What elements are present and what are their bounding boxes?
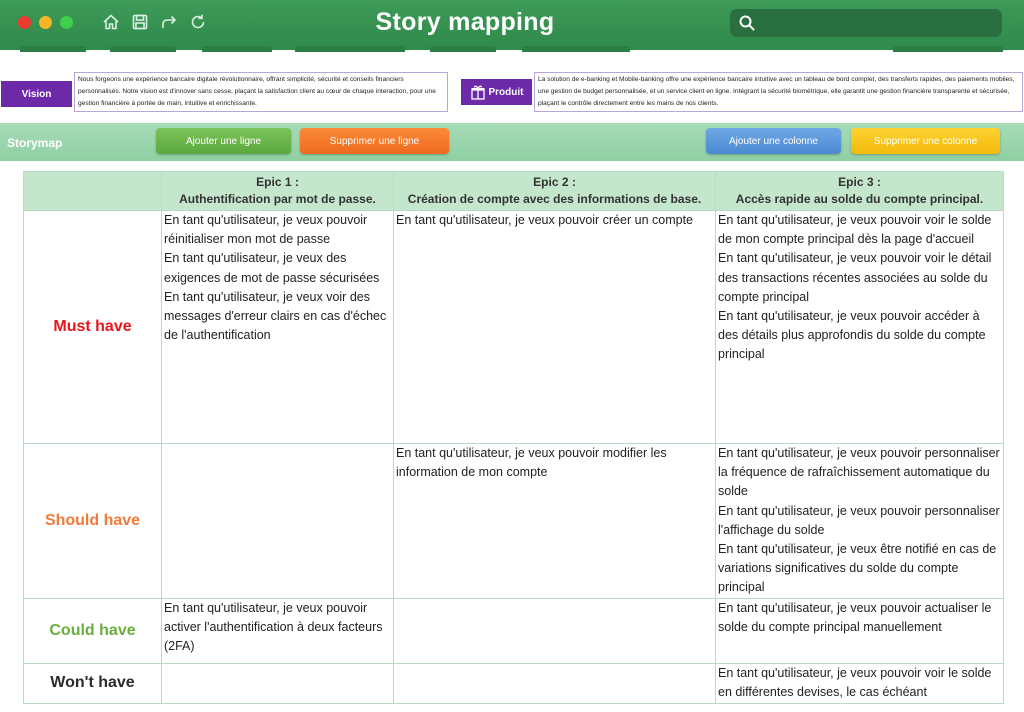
story-cell[interactable] bbox=[162, 663, 394, 703]
story-cell[interactable] bbox=[716, 211, 1004, 444]
story-cell[interactable] bbox=[716, 598, 1004, 663]
user-story: En tant qu'utilisateur, je veux pouvoir activer l'authentification à deux facteurs (2FA) bbox=[164, 600, 383, 654]
story-cell[interactable] bbox=[162, 444, 394, 599]
gift-icon bbox=[470, 84, 486, 100]
table-row bbox=[24, 598, 1004, 663]
ribbon-tab[interactable] bbox=[20, 46, 86, 52]
maximize-window-button[interactable] bbox=[60, 16, 73, 29]
ribbon-tab[interactable] bbox=[893, 46, 1003, 52]
user-story: En tant qu'utilisateur, je veux pouvoir actualiser le solde du compte principal manuellement bbox=[718, 600, 992, 634]
user-story: En tant qu'utilisateur, je veux pouvoir personnaliser la fréquence de rafraîchissement automatique du solde bbox=[718, 446, 1000, 499]
corner-cell bbox=[24, 172, 162, 211]
user-story: En tant qu'utilisateur, je veux être notifié en cas de variations significatives du solde du compte principal bbox=[718, 542, 997, 595]
add-row-button[interactable]: Ajouter une ligne bbox=[156, 128, 291, 154]
minimize-window-button[interactable] bbox=[39, 16, 52, 29]
user-story: En tant qu'utilisateur, je veux pouvoir créer un compte bbox=[396, 213, 693, 227]
story-cell[interactable] bbox=[716, 444, 1004, 599]
storymap-toolbar bbox=[0, 123, 1024, 161]
ribbon-tab[interactable] bbox=[110, 46, 176, 52]
user-story: En tant qu'utilisateur, je veux pouvoir voir le solde en différentes devises, le cas échéant bbox=[718, 665, 992, 699]
priority-label: Could have bbox=[24, 598, 162, 663]
ribbon-tab[interactable] bbox=[202, 46, 272, 52]
user-story: En tant qu'utilisateur, je veux voir des messages d'erreur clairs en cas d'échec de l'authentification bbox=[164, 289, 387, 343]
user-story: En tant qu'utilisateur, je veux pouvoir accéder à des détails plus approfondis du solde du compte principal bbox=[718, 309, 986, 362]
produit-label bbox=[461, 79, 532, 105]
app-title: Story mapping bbox=[375, 8, 555, 36]
user-story: En tant qu'utilisateur, je veux des exigences de mot de passe sécurisées bbox=[164, 251, 380, 285]
user-story: En tant qu'utilisateur, je veux pouvoir modifier les information de mon compte bbox=[396, 446, 667, 480]
ribbon-tab[interactable] bbox=[295, 46, 405, 52]
storymap-label: Storymap bbox=[7, 136, 63, 150]
story-cell[interactable] bbox=[394, 663, 716, 703]
vision-label bbox=[1, 81, 72, 107]
search-input[interactable] bbox=[730, 9, 1002, 37]
vision-text[interactable]: Nous forgeons une expérience bancaire digitale révolutionnaire, offrant simplicité, sécurité et conseils financiers personnalisés. Notre vision est d'innover sans cesse, plaçant la satisfaction client au cœur de chaque interaction, pour une gestion financière à portée de main, intuitive et enrichissante. bbox=[74, 72, 448, 112]
story-cell[interactable] bbox=[162, 211, 394, 444]
user-story: En tant qu'utilisateur, je veux pouvoir personnaliser l'affichage du solde bbox=[718, 503, 1000, 537]
story-cell[interactable] bbox=[394, 444, 716, 599]
user-story: En tant qu'utilisateur, je veux pouvoir réinitialiser mon mot de passe bbox=[164, 213, 368, 247]
story-cell[interactable] bbox=[716, 663, 1004, 703]
delete-column-button[interactable]: Supprimer une colonne bbox=[851, 128, 1000, 154]
add-column-button[interactable]: Ajouter une colonne bbox=[706, 128, 841, 154]
produit-text[interactable]: La solution de e-banking et Mobile-banking offre une expérience bancaire intuitive avec un tableau de bord complet, des transferts rapides, des paiements mobiles, une gestion de budget personnalisée, et un service client en ligne. Intégrant la sécurité biométrique, elle garantit une gestion financière transparente et sécurisée, plaçant le contrôle directement entre les mains de nos clients. bbox=[534, 72, 1023, 112]
table-row bbox=[24, 444, 1004, 599]
delete-row-button[interactable]: Supprimer une ligne bbox=[300, 128, 449, 154]
priority-label: Won't have bbox=[24, 663, 162, 703]
priority-label: Must have bbox=[24, 211, 162, 444]
save-icon[interactable] bbox=[131, 13, 149, 31]
home-icon[interactable] bbox=[102, 13, 120, 31]
story-cell[interactable] bbox=[394, 598, 716, 663]
ribbon-tab[interactable] bbox=[430, 46, 496, 52]
search-icon bbox=[738, 14, 756, 32]
epic-header[interactable]: Epic 1 : Authentification par mot de passe. bbox=[162, 172, 394, 211]
priority-label: Should have bbox=[24, 444, 162, 599]
share-icon[interactable] bbox=[160, 13, 178, 31]
epic-header[interactable]: Epic 3 : Accès rapide au solde du compte principal. bbox=[716, 172, 1004, 211]
ribbon-tab[interactable] bbox=[522, 46, 630, 52]
story-cell[interactable] bbox=[394, 211, 716, 444]
produit-label-text: Produit bbox=[488, 86, 524, 98]
table-row bbox=[24, 211, 1004, 444]
epic-header[interactable]: Epic 2 : Création de compte avec des informations de base. bbox=[394, 172, 716, 211]
user-story: En tant qu'utilisateur, je veux pouvoir voir le solde de mon compte principal dès la page d'accueil bbox=[718, 213, 992, 247]
story-map-table bbox=[23, 171, 1004, 704]
story-cell[interactable] bbox=[162, 598, 394, 663]
refresh-icon[interactable] bbox=[189, 13, 207, 31]
title-bar bbox=[0, 0, 1024, 50]
epic-header-row bbox=[24, 172, 1004, 211]
close-window-button[interactable] bbox=[18, 16, 31, 29]
user-story: En tant qu'utilisateur, je veux pouvoir voir le détail des transactions récentes associées au solde du compte principal bbox=[718, 251, 992, 304]
table-row bbox=[24, 663, 1004, 703]
vision-label-text: Vision bbox=[21, 88, 52, 100]
